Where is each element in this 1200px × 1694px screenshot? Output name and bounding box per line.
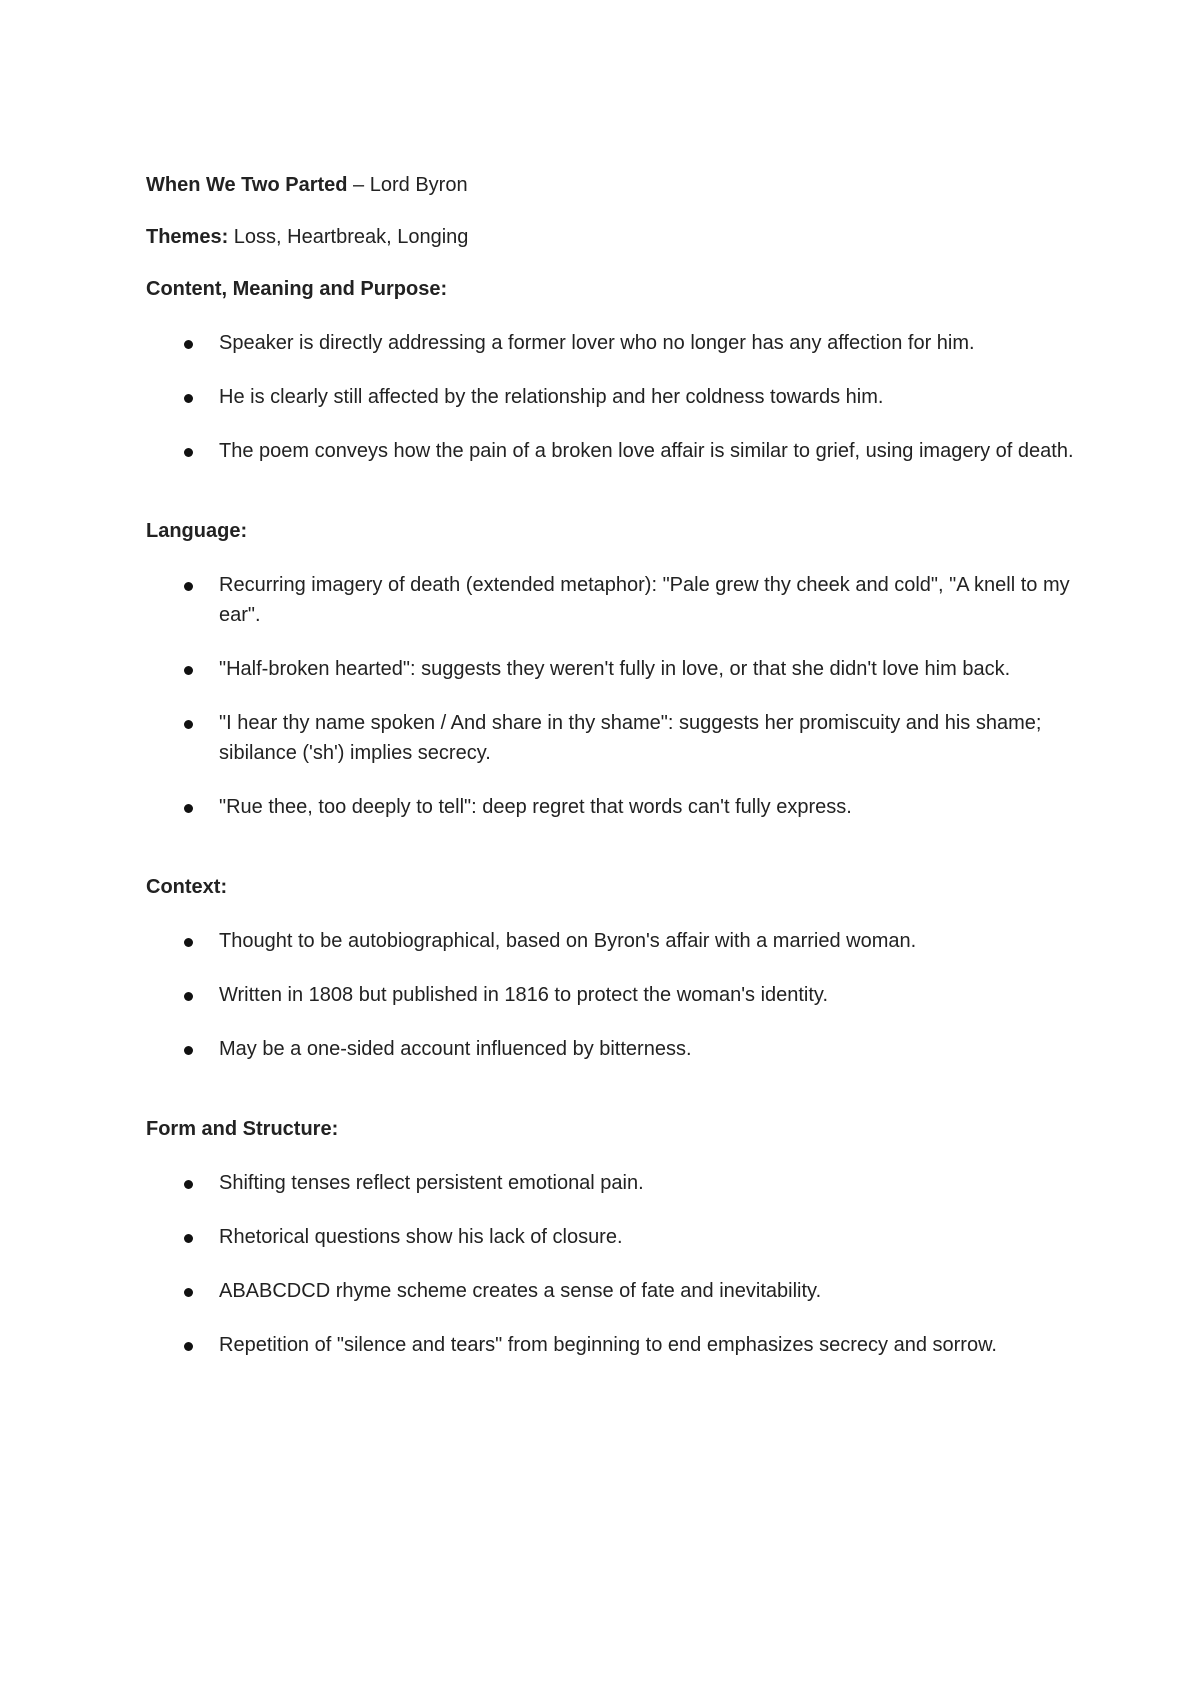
bullet-icon [184,448,193,457]
list-item-text: "I hear thy name spoken / And share in thy shame": suggests her promiscuity and his shame; sibilance ('sh') implies secrecy. [219,712,1042,764]
list-item-text: Repetition of "silence and tears" from beginning to end emphasizes secrecy and sorrow. [219,1334,997,1356]
list-item-text: Speaker is directly addressing a former lover who no longer has any affection for him. [219,332,975,354]
language-list [146,570,1086,822]
list-item-text: Shifting tenses reflect persistent emotional pain. [219,1172,644,1194]
poem-author: Lord Byron [369,174,468,196]
list-item-text: ABABCDCD rhyme scheme creates a sense of fate and inevitability. [219,1280,822,1302]
list-item [146,570,1086,630]
list-item [146,980,1086,1010]
list-item-text: Recurring imagery of death (extended metaphor): "Pale grew thy cheek and cold", "A knell to my ear". [219,574,1070,626]
list-item [146,926,1086,956]
bullet-icon [184,666,193,675]
bullet-icon [184,1288,193,1297]
form-list [146,1168,1086,1360]
list-item [146,708,1086,768]
list-item [146,792,1086,822]
list-item-text: Rhetorical questions show his lack of closure. [219,1226,623,1248]
list-item [146,1222,1086,1252]
bullet-icon [184,992,193,1001]
list-item-text: Thought to be autobiographical, based on Byron's affair with a married woman. [219,930,917,952]
bullet-icon [184,1342,193,1351]
list-item [146,1330,1086,1360]
list-item [146,1034,1086,1064]
themes-label: Themes: [146,226,229,248]
list-item [146,1168,1086,1198]
list-item-text: Written in 1808 but published in 1816 to protect the woman's identity. [219,984,829,1006]
poem-title: When We Two Parted [146,174,348,196]
list-item-text: "Rue thee, too deeply to tell": deep regret that words can't fully express. [219,796,852,818]
bullet-icon [184,394,193,403]
themes-value: Loss, Heartbreak, Longing [228,226,469,248]
section-heading-context: Context: [146,876,228,898]
bullet-icon [184,938,193,947]
list-item-text: "Half-broken hearted": suggests they weren't fully in love, or that she didn't love him back. [219,658,1011,680]
document-page [146,170,1086,1384]
context-list [146,926,1086,1064]
list-item [146,328,1086,358]
list-item [146,654,1086,684]
list-item [146,1276,1086,1306]
bullet-icon [184,1046,193,1055]
section-heading-form: Form and Structure: [146,1118,339,1140]
bullet-icon [184,1234,193,1243]
content-list [146,328,1086,466]
document-title [146,170,1086,200]
section-heading-language: Language: [146,520,248,542]
bullet-icon [184,1180,193,1189]
bullet-icon [184,720,193,729]
themes-line [146,222,1086,252]
bullet-icon [184,340,193,349]
list-item [146,382,1086,412]
list-item-text: He is clearly still affected by the relationship and her coldness towards him. [219,386,884,408]
bullet-icon [184,804,193,813]
section-heading-content: Content, Meaning and Purpose: [146,278,448,300]
title-separator: – [347,174,370,196]
list-item-text: May be a one-sided account influenced by bitterness. [219,1038,692,1060]
list-item-text: The poem conveys how the pain of a broken love affair is similar to grief, using imagery of death. [219,440,1074,462]
list-item [146,436,1086,466]
bullet-icon [184,582,193,591]
